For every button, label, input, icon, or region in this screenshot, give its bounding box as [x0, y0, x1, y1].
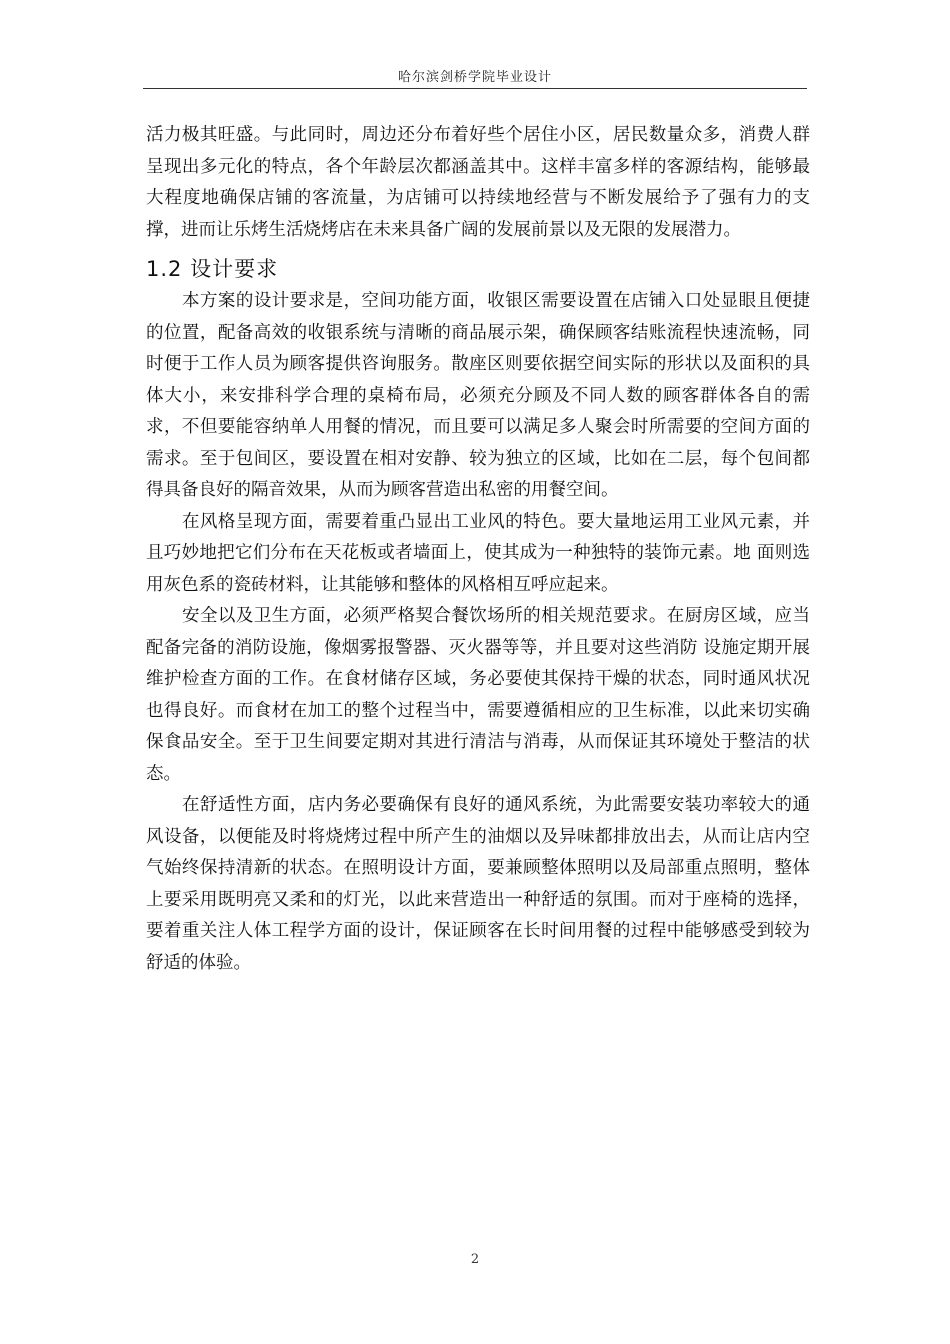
section-heading: 1.2 设计要求: [146, 257, 279, 281]
paragraph-continued: 活力极其旺盛。与此同时，周边还分布着好些个居住小区，居民数量众多，消费人群呈现出多元化的特点，各个年龄层次都涵盖其中。这样丰富多样的客源结构，能够最大程度地确保店铺的客流量，为店铺可以持续地经营与不断发展给予了强有力的支撑，进而让乐烤生活烧烤店在未来具备广阔的发展前景以及无限的发展潜力。: [146, 125, 810, 240]
document-body: [146, 120, 810, 979]
paragraph-comfort: 在舒适性方面，店内务必要确保有良好的通风系统，为此需要安装功率较大的通风设备，以便能及时将烧烤过程中所产生的油烟以及异味都排放出去，从而让店内空气始终保持清新的状态。在照明设计方面，要兼顾整体照明以及局部重点照明，整体上要采用既明亮又柔和的灯光，以此来营造出一种舒适的氛围。而对于座椅的选择，要着重关注人体工程学方面的设计，保证顾客在长时间用餐的过程中能够感受到较为舒适的体验。: [146, 795, 810, 973]
paragraph-design-requirements: 本方案的设计要求是，空间功能方面，收银区需要设置在店铺入口处显眼且便捷的位置，配备高效的收银系统与清晰的商品展示架，确保顾客结账流程快速流畅，同时便于工作人员为顾客提供咨询服务。散座区则要依据空间实际的形状以及面积的具体大小，来安排科学合理的桌椅布局，必须充分顾及不同人数的顾客群体各自的需求，不但要能容纳单人用餐的情况，而且要可以满足多人聚会时所需要的空间方面的需求。至于包间区，要设置在相对安静、较为独立的区域，比如在二层，每个包间都得具备良好的隔音效果，从而为顾客营造出私密的用餐空间。: [146, 291, 810, 500]
header-divider: [143, 88, 807, 89]
page-number: 2: [470, 1252, 480, 1267]
page-header-title: 哈尔滨剑桥学院毕业设计: [397, 70, 552, 85]
paragraph-safety-hygiene: 安全以及卫生方面，必须严格契合餐饮场所的相关规范要求。在厨房区域，应当配备完备的消防设施，像烟雾报警器、灭火器等等，并且要对这些消防 设施定期开展维护检查方面的工作。在食材储存区域，务必要使其保持干燥的状态，同时通风状况也得良好。而食材在加工的整个过程当中，需要遵循相应的卫生标准，以此来切实确保食品安全。至于卫生间要定期对其进行清洁与消毒，从而保证其环境处于整洁的状态。: [146, 606, 810, 784]
paragraph-style: 在风格呈现方面，需要着重凸显出工业风的特色。要大量地运用工业风元素，并且巧妙地把它们分布在天花板或者墙面上，使其成为一种独特的装饰元素。地 面则选用灰色系的瓷砖材料，让其能够和整体的风格相互呼应起来。: [146, 511, 810, 595]
